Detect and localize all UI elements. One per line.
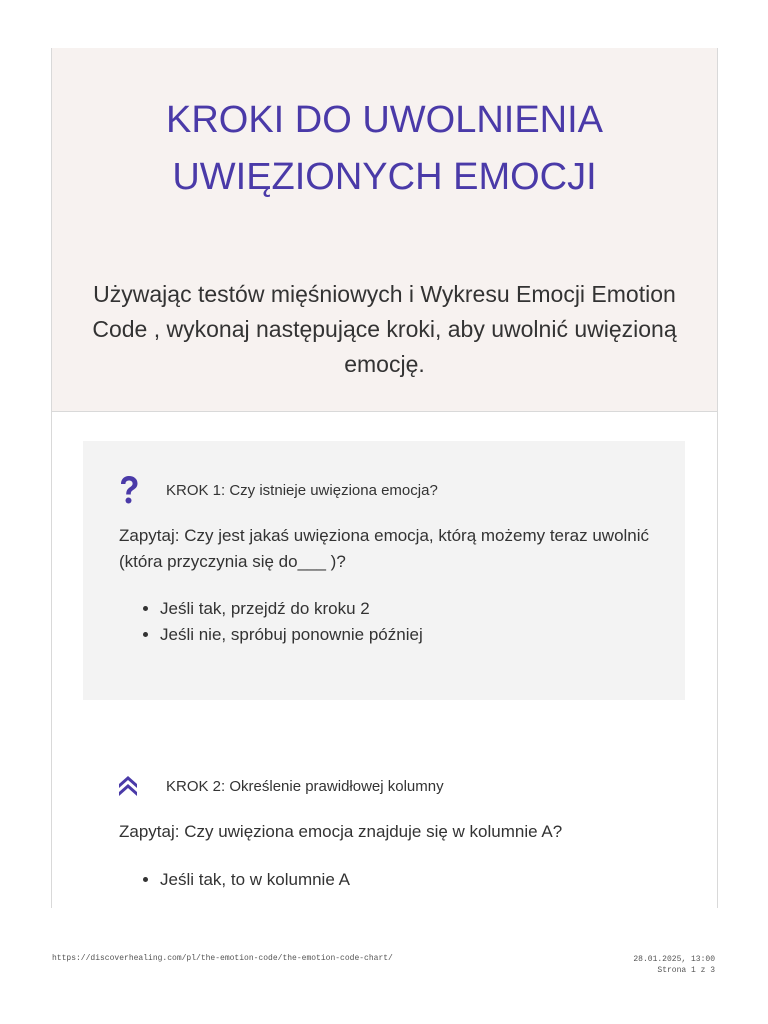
footer-datetime: 28.01.2025, 13:00 <box>633 955 715 964</box>
step-2-label: KROK 2: Określenie prawidłowej kolumny <box>166 777 444 795</box>
footer-url: https://discoverhealing.com/pl/the-emotion-code/the-emotion-code-chart/ <box>52 954 393 963</box>
footer-meta <box>633 954 715 976</box>
step-2-header <box>118 775 444 797</box>
hero-section <box>52 48 717 412</box>
list-item: • Jeśli nie, spróbuj ponownie później <box>160 622 423 648</box>
list-item: • Jeśli tak, to w kolumnie A <box>160 867 350 893</box>
step-1-list <box>119 596 423 648</box>
question-icon <box>118 475 166 505</box>
footer-page-number: Strona 1 z 3 <box>657 966 715 975</box>
title-line-1: KROKI DO UWOLNIENIA <box>165 99 604 141</box>
page-title <box>52 48 717 206</box>
step-1-question: Zapytaj: Czy jest jakaś uwięziona emocja, którą możemy teraz uwolnić (która przyczynia się do___ )? <box>119 526 650 571</box>
double-chevron-up-icon <box>118 775 166 797</box>
content-card <box>51 48 718 908</box>
title-line-2: UWIĘZIONYCH EMOCJI <box>172 156 597 198</box>
list-item: • Jeśli tak, przejdź do kroku 2 <box>160 596 423 622</box>
step-2-question: Zapytaj: Czy uwięziona emocja znajduje się w kolumnie A? <box>119 822 563 841</box>
step-1-label: KROK 1: Czy istnieje uwięziona emocja? <box>166 481 438 499</box>
step-2-list <box>119 867 350 893</box>
page-subtitle: Używając testów mięśniowych i Wykresu Emocji Emotion Code , wykonaj następujące kroki, aby uwolnić uwięzioną emocję. <box>92 281 677 377</box>
step-1-header <box>118 475 438 505</box>
